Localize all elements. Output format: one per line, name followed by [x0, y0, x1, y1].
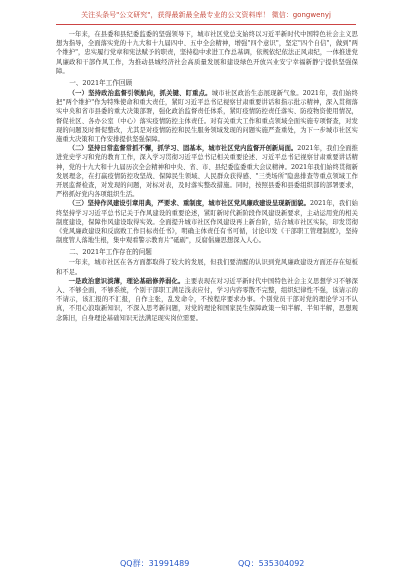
paragraph-problems-intro: 一年来，城市社区在各方面都取得了较大的发展，但我们要清醒的认识到党风廉政建设方面还存在短板和不足。: [56, 259, 358, 276]
paragraph-text: 2021年，我们始终坚持学习习近平总书记关于作风建设的重要论述，紧盯新时代新阶段作风建设新要求，主动运用党的相关制度建设，保障作风建设取得实效。全面提升城市社区作风建设再上新台阶，结合城市社区实际，印发贯彻《党风廉政建设和反腐败工作目标责任书》，明确主体责任有书可循，讨论印发《干部职工管理制度》，坚持制度管人落地生根，集中观看警示教育片"砥砺"，反腐倡廉思想深入人心。: [56, 200, 358, 245]
page-header: [56, 10, 356, 25]
footer-qq-group: QQ群：31991489: [120, 559, 190, 568]
page-footer: [0, 558, 408, 572]
paragraph-lead: （一）坚持政治监督引领航向，抓关键、盯重点。: [68, 90, 212, 98]
paragraph-lead: （二）坚持日常监督常抓不懈，抓学习、固基本，城市社区党内监督开创新局面。: [68, 145, 298, 153]
paragraph-political-supervision: [56, 89, 358, 144]
section-heading-review: 一、2021年工作回顾: [69, 79, 133, 88]
paragraph-text: 城市社区政治生态展现新气象。2021年，我们始终把"两个维护"作为特殊使命和重大责任，紧盯习近平总书记视察甘肃重要讲话和指示批示精神，深入贯彻落实中央和省市县委的重大决策部署，强化政治监督责任体系，紧盯疫情防控责任落实、防疫物资使用情况，督促社区、各办公室（中心）落实疫情防控主体责任。对有关重大工作和重点领域全面实施专项督查，对发现的问题及时督促整改，尤其是对疫情防控和民生服务领域发现的问题实施严查重处，为下一步城市社区实施重大决策和工作安排提供坚强保障。: [56, 90, 358, 144]
paragraph-daily-supervision: [56, 144, 358, 199]
section-heading-problems: 二、2021年工作存在的问题: [69, 248, 152, 257]
paragraph-political-awareness: [56, 277, 358, 323]
intro-paragraph: 一年来，在县委和县纪委监委的坚强领导下，城市社区党总支始终以习近平新时代中国特色社会主义思想为指导，全面落实党的十九大和十九届四中、五中全会精神，增强"四个意识"，坚定"四个自信"，做到"两个维护"，忠实履行党章和宪法赋予的职责，坚持稳中求进工作总基调，依规依纪依法正风肃纪，一体推进党风廉政和干部作风工作，为推动县城经济社会高质量发展和建设绿色开放兴业安宁幸福新静宁提供坚强保障。: [56, 31, 358, 75]
paragraph-text: 2021年，我们全面推进党史学习和党的教育工作，深入学习贯彻习近平总书记相关重要论述、习近平总书记视察甘肃重要讲话精神，党的十九大和十九届历次全会精神和中央、省、市、县纪委监委重大会议精神。2021年我们始终贯彻新发展理念，在打赢疫情防控攻坚战、保障民生领域、人民群众获得感、"三类场所"隐患排查等重点领域工作开展监督检查，对发现的问题，对标对表，及时落实整改措施。同时，按照县委和县委组织部的部署要求，严格抓好党内各项组织生活。: [56, 145, 358, 199]
paragraph-style-building: [56, 199, 358, 245]
footer-qq-number: QQ：535304092: [238, 559, 305, 568]
paragraph-lead: 一是政治意识淡薄，理论基础修养弱化。: [68, 277, 185, 285]
paragraph-lead: （三）坚持作风建设引章用典，严要求、重制度，城市社区党风廉政建设呈现新面貌。: [68, 200, 310, 208]
header-promo-text: 关注头条号"公文研究"，获得最新最全最专业的公文资料库！ 微信：gongwenyj: [81, 11, 331, 19]
document-body: [56, 30, 358, 540]
paragraph-text: 主要表现在对习近平新时代中国特色社会主义思想学习不够深入、不够全面，不够系统，个别干部职工满足浅表应付，学习内容零散不完整，组织纪律性不强，该请示的不请示，该汇报的不汇报，自作主张，乱发命令，不按程序要求办事。个别党员干部对党的理论学习不认真，不用心浪取新知识，不深入思考新问题，对党的理论和国家民生保障政策一知半解、半知半解，思想观念陈旧，自身理论基础知识无法满足现实岗位需要。: [56, 277, 358, 322]
